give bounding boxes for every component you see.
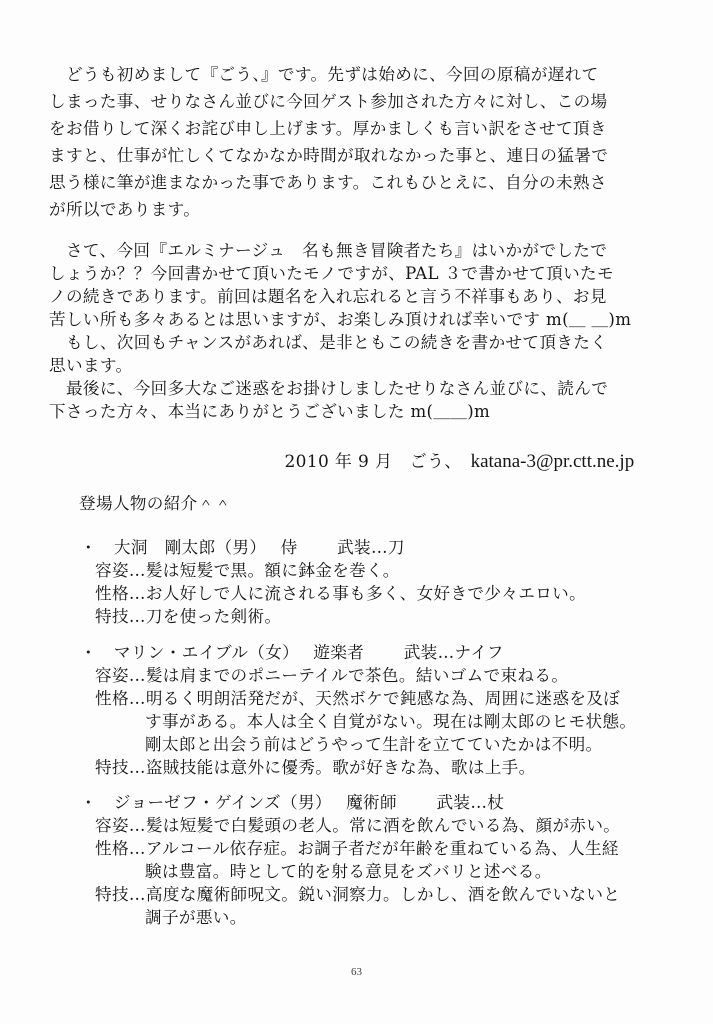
character-detail: 性格…明るく明朗活発だが、天然ボケで鈍感な為、周囲に迷惑を及ぼ (95, 689, 621, 708)
intro-line: ノの続きであります。前回は題名を入れ忘れると言う不祥事もあり、お見 (49, 287, 607, 306)
character-detail: 特技…高度な魔術師呪文。鋭い洞察力。しかし、酒を飲んでいないと (95, 885, 621, 904)
intro-line: 思う様に筆が進まなかった事であります。これもひとえに、自分の未熟さ (49, 173, 607, 192)
email-address: katana-3@pr.ctt.ne.jp (470, 451, 635, 472)
character-detail: 容姿…髪は短髪で白髪頭の老人。常に酒を飲んでいる為、顔が赤い。 (95, 816, 621, 835)
character-detail: 調子が悪い。 (145, 908, 247, 927)
intro-line: しまった事、せりなさん並びに今回ゲスト参加された方々に対し、この場 (49, 92, 608, 111)
section-title: 登場人物の紹介＾＾ (79, 494, 232, 513)
character-detail: 剛太郎と出会う前はどうやって生計を立てていたかは不明。 (145, 735, 603, 754)
intro-line: 苦しい所も多々あるとは思いますが、お楽しみ頂ければ幸いです m(＿ ＿)m (49, 310, 632, 329)
character-header: ・ マリン・エイブル（女） 遊楽者 武装…ナイフ (80, 643, 504, 662)
character-detail: 特技…盗賊技能は意外に優秀。歌が好きな為、歌は上手。 (95, 758, 536, 777)
page-number: 63 (351, 966, 362, 978)
intro-line: が所以であります。 (49, 200, 201, 219)
intro-line: しょうか？？今回書かせて頂いたモノですが、PAL ３で書かせて頂いたモ (49, 264, 614, 283)
character-detail: 性格…お人好しで人に流される事も多く、女好きで少々エロい。 (95, 584, 587, 603)
character-header: ・ 大洞 剛太郎（男） 侍 武装…刀 (80, 538, 405, 557)
character-detail: 容姿…髪は肩までのポニーテイルで茶色。結いゴムで束ねる。 (95, 666, 569, 685)
signature-date: 2010 年 9 月 ごう、 (284, 452, 471, 472)
intro-line: 最後に、今回多大なご迷惑をお掛けしましたせりなさん並びに、読んで (49, 379, 609, 398)
character-detail: 容姿…髪は短髪で黒。額に鉢金を巻く。 (95, 561, 400, 580)
signature (273, 426, 634, 474)
intro-line: 下さった方々、本当にありがとうございました m(＿＿)m (49, 402, 491, 421)
intro-line: もし、次回もチャンスがあれば、是非ともこの続きを書かせて頂きたく (49, 333, 608, 352)
character-detail: 験は豊富。時として的を射る意見をズバリと述べる。 (145, 862, 552, 881)
intro-line: 思います。 (49, 356, 133, 375)
character-header: ・ ジョーゼフ・ゲインズ（男） 魔術師 武装…杖 (80, 793, 505, 812)
intro-line: ますと、仕事が忙しくてなかなか時間が取れなかった事と、連日の猛暑で (49, 146, 609, 165)
intro-line: さて、今回『エルミナージュ 名も無き冒険者たち』はいかがでしたで (49, 241, 608, 260)
character-detail: 特技…刀を使った剣術。 (95, 607, 282, 626)
intro-line: どうも初めまして『ごう、』です。先ずは始めに、今回の原稿が遅れて (49, 65, 599, 84)
character-detail: 性格…アルコール依存症。お調子者だが年齢を重ねている為、人生経 (95, 839, 619, 858)
character-detail: す事がある。本人は全く自覚がない。現在は剛太郎のヒモ状態。 (145, 712, 637, 731)
intro-line: をお借りして深くお詫び申し上げます。厚かましくも言い訳をさせて頂き (49, 119, 607, 138)
